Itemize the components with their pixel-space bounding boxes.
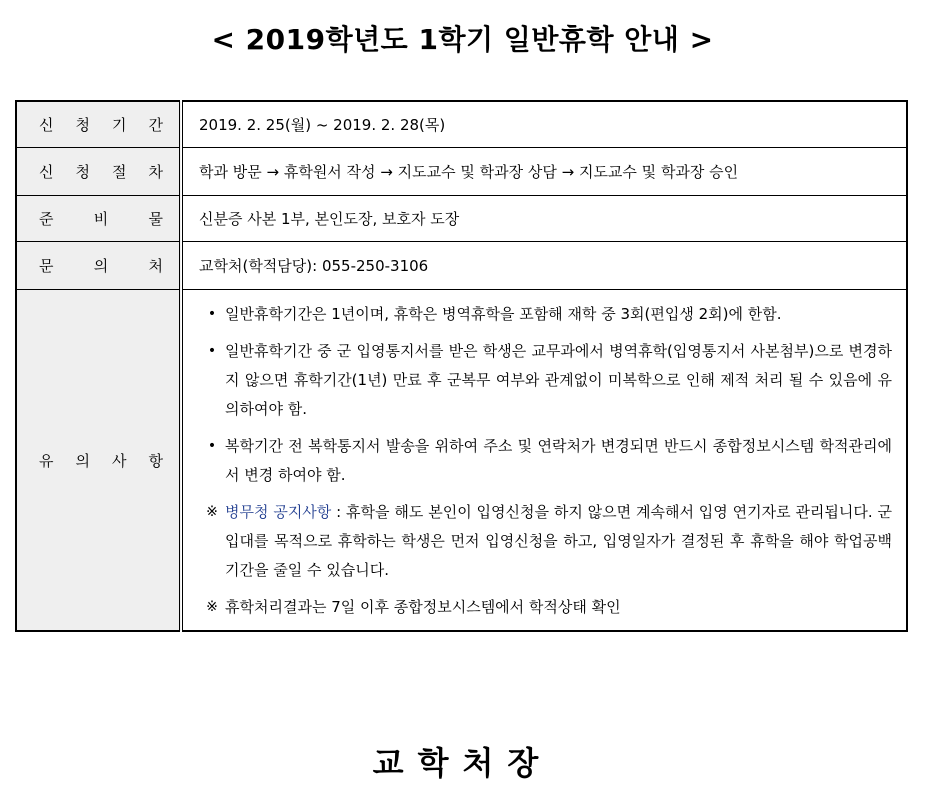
value-contact: 교학처(학적담당): 055-250-3106 bbox=[181, 242, 907, 290]
label-procedure bbox=[17, 161, 179, 182]
label-period bbox=[17, 114, 179, 135]
label-char: 사 bbox=[112, 451, 127, 470]
table-row-procedure bbox=[16, 148, 907, 196]
page-title: < 2019학년도 1학기 일반휴학 안내 > bbox=[211, 23, 714, 56]
label-cell bbox=[16, 196, 181, 242]
note-text bbox=[225, 498, 892, 585]
note-item bbox=[199, 337, 892, 424]
label-contact bbox=[17, 255, 179, 276]
label-materials bbox=[17, 208, 179, 229]
table-row-notes bbox=[16, 290, 907, 632]
label-char: 의 bbox=[75, 451, 90, 470]
label-char: 신 bbox=[39, 163, 54, 181]
label-char: 항 bbox=[148, 451, 163, 470]
info-table bbox=[15, 100, 908, 632]
label-char: 의 bbox=[93, 257, 109, 275]
note-item bbox=[199, 498, 892, 585]
value-period: 2019. 2. 25(월) ~ 2019. 2. 28(목) bbox=[181, 101, 907, 148]
label-char: 물 bbox=[148, 210, 163, 228]
label-char: 기 bbox=[112, 116, 127, 134]
value-procedure: 학과 방문 → 휴학원서 작성 → 지도교수 및 학과장 상담 → 지도교수 및 학과장 승인 bbox=[181, 148, 907, 196]
note-text: 복학기간 전 복학통지서 발송을 위하여 주소 및 연락처가 변경되면 반드시 종합정보시스템 학적관리에서 변경 하여야 함. bbox=[225, 437, 892, 484]
note-text: 일반휴학기간 중 군 입영통지서를 받은 학생은 교무과에서 병역휴학(입영통지서 사본첨부)으로 변경하지 않으면 휴학기간(1년) 만료 후 군복무 여부와 관계없이 미복학으로 인해 제적 처리 될 수 있음에 유의하여야 함. bbox=[225, 342, 892, 418]
note-text: 휴학처리결과는 7일 이후 종합정보시스템에서 학적상태 확인 bbox=[225, 598, 621, 616]
label-char: 문 bbox=[39, 257, 54, 275]
label-char: 청 bbox=[75, 116, 90, 134]
label-char: 청 bbox=[75, 163, 90, 181]
value-materials: 신분증 사본 1부, 본인도장, 보호자 도장 bbox=[181, 196, 907, 242]
label-char: 유 bbox=[39, 451, 54, 470]
note-item bbox=[199, 432, 892, 490]
bullet-icon: • bbox=[207, 343, 217, 359]
military-notice-highlight: 병무청 공지사항 bbox=[225, 503, 332, 521]
label-char: 준 bbox=[39, 210, 54, 228]
label-cell bbox=[16, 101, 181, 148]
table-row-period bbox=[16, 101, 907, 148]
reference-mark-icon: ※ bbox=[206, 599, 218, 615]
note-text-body: : 휴학을 해도 본인이 입영신청을 하지 않으면 계속해서 입영 연기자로 관리됩니다. 군 입대를 목적으로 휴학하는 학생은 먼저 입영신청을 하고, 입영일자가 결정된 후 휴학을 해야 학업공백기간을 줄일 수 있습니다. bbox=[225, 503, 893, 579]
table-row-contact bbox=[16, 242, 907, 290]
reference-mark-icon: ※ bbox=[206, 504, 218, 520]
note-text: 일반휴학기간은 1년이며, 휴학은 병역휴학을 포함해 재학 중 3회(편입생 2회)에 한함. bbox=[225, 305, 782, 323]
notes-list bbox=[181, 290, 907, 632]
label-char: 처 bbox=[148, 257, 163, 275]
label-char: 신 bbox=[39, 116, 54, 134]
label-cell bbox=[16, 242, 181, 290]
note-item bbox=[199, 300, 892, 329]
bullet-icon: • bbox=[207, 306, 217, 322]
label-cell bbox=[16, 148, 181, 196]
note-item bbox=[199, 593, 892, 622]
label-cell bbox=[16, 290, 181, 632]
bullet-icon: • bbox=[207, 438, 217, 454]
label-char: 간 bbox=[148, 116, 163, 134]
label-char: 비 bbox=[93, 210, 109, 228]
label-notes bbox=[17, 450, 179, 471]
issuer-signature: 교학처장 bbox=[372, 744, 553, 782]
label-char: 절 bbox=[112, 163, 127, 181]
table-row-materials bbox=[16, 196, 907, 242]
label-char: 차 bbox=[148, 163, 163, 181]
